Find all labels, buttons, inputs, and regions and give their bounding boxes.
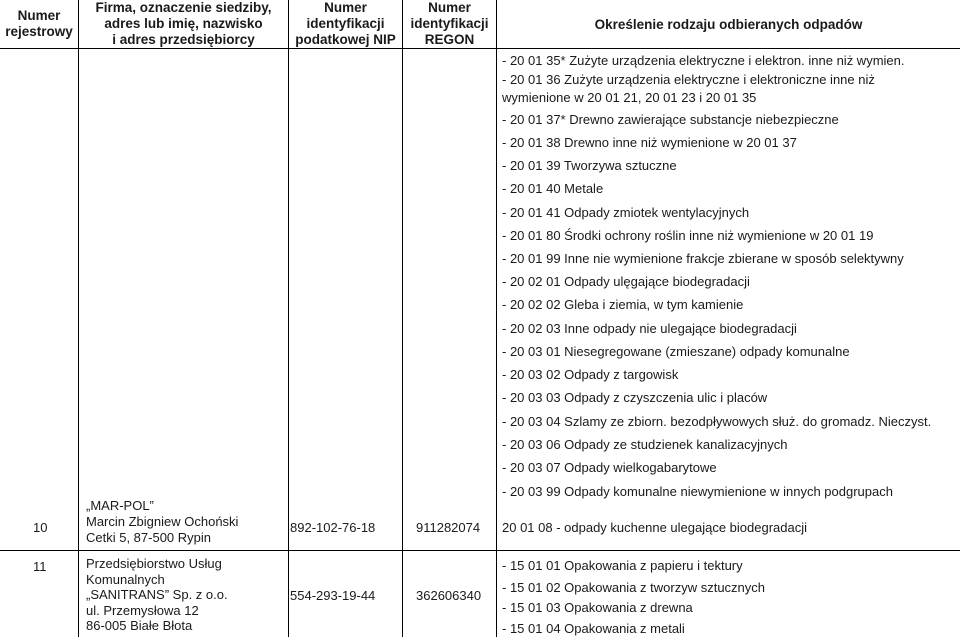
- company-line: ul. Przemysłowa 12: [86, 602, 199, 618]
- waste-item: - 20 03 07 Odpady wielkogabarytowe: [502, 460, 717, 475]
- header-line: Firma, oznaczenie siedziby,: [95, 0, 272, 15]
- header-line: rejestrowy: [5, 24, 73, 39]
- column-divider: [496, 0, 497, 637]
- waste-item: - 20 01 99 Inne nie wymienione frakcje zbierane w sposób selektywny: [502, 251, 904, 266]
- waste-item: - 20 01 38 Drewno inne niż wymienione w 20 01 37: [502, 135, 797, 150]
- header-line: Numer: [17, 8, 61, 23]
- header-waste-types: [497, 0, 960, 48]
- header-line: REGON: [424, 32, 475, 47]
- header-regon: [403, 0, 496, 48]
- registry-number: 11: [33, 559, 47, 574]
- company-line: Cetki 5, 87-500 Rypin: [86, 530, 212, 545]
- nip-number: 892-102-76-18: [290, 520, 376, 535]
- waste-item: - 20 03 99 Odpady komunalne niewymienione w innych podgrupach: [502, 484, 893, 499]
- waste-item: - 20 03 03 Odpady z czyszczenia ulic i placów: [502, 390, 768, 405]
- waste-item: - 20 01 40 Metale: [502, 181, 604, 196]
- registry-number: 10: [33, 520, 48, 535]
- waste-item: - 15 01 01 Opakowania z papieru i tektury: [502, 558, 743, 573]
- header-registry-number: [0, 0, 78, 48]
- waste-item: - 20 02 01 Odpady ulęgające biodegradacji: [502, 274, 750, 289]
- company-name-address: [86, 556, 228, 634]
- header-line: i adres przedsiębiorcy: [112, 32, 255, 47]
- waste-item: - 20 03 06 Odpady ze studzienek kanalizacyjnych: [502, 437, 788, 452]
- header-company: [79, 0, 288, 48]
- regon-number: 911282074: [416, 520, 481, 535]
- company-line: Marcin Zbigniew Ochoński: [86, 514, 239, 529]
- company-line: „SANITRANS” Sp. z o.o.: [86, 587, 228, 602]
- waste-item: - 15 01 02 Opakowania z tworzyw sztucznych: [502, 580, 766, 595]
- company-name-address: [86, 498, 238, 546]
- header-line: adres lub imię, nazwisko: [104, 16, 263, 31]
- nip-number: 554-293-19-44: [290, 588, 376, 603]
- header-line: identyfikacji: [410, 16, 489, 31]
- company-line: Komunalnych: [86, 571, 165, 587]
- header-line: podatkowej NIP: [295, 32, 396, 47]
- company-line: „MAR-POL”: [86, 498, 154, 513]
- header-divider: [0, 48, 960, 49]
- company-line: Przedsiębiorstwo Usług: [86, 556, 222, 571]
- waste-item: - 20 03 02 Odpady z targowisk: [502, 367, 679, 382]
- header-nip: [289, 0, 402, 48]
- waste-item: - 20 03 01 Niesegregowane (zmieszane) odpady komunalne: [502, 344, 850, 359]
- column-divider: [402, 0, 403, 637]
- header-line: Numer: [324, 0, 367, 15]
- waste-item: - 20 03 04 Szlamy ze zbiorn. bezodpływowych służ. do gromadz. Nieczyst.: [502, 414, 932, 429]
- row-divider: [0, 550, 960, 551]
- regon-number: 362606340: [416, 588, 482, 603]
- waste-item: - 20 02 03 Inne odpady nie ulegające biodegradacji: [502, 321, 797, 336]
- waste-item: - 20 01 35* Zużyte urządzenia elektryczne i elektron. inne niż wymien.: [502, 53, 905, 68]
- waste-item: - 20 02 02 Gleba i ziemia, w tym kamienie: [502, 297, 744, 312]
- header-line: identyfikacji: [306, 16, 385, 31]
- company-line: 86-005 Białe Błota: [86, 618, 193, 633]
- header-line: Określenie rodzaju odbieranych odpadów: [594, 17, 863, 32]
- waste-item: - 20 01 41 Odpady zmiotek wentylacyjnych: [502, 205, 750, 220]
- waste-item: - 20 01 80 Środki ochrony roślin inne niż wymienione w 20 01 19: [502, 228, 874, 243]
- column-divider: [78, 0, 79, 637]
- header-line: Numer: [428, 0, 471, 15]
- waste-item: - 20 01 39 Tworzywa sztuczne: [502, 158, 677, 173]
- waste-item: 20 01 08 - odpady kuchenne ulegające biodegradacji: [502, 520, 808, 535]
- column-divider: [288, 0, 289, 637]
- waste-item: - 20 01 37* Drewno zawierające substancje niebezpieczne: [502, 112, 839, 127]
- waste-item: - 15 01 03 Opakowania z drewna: [502, 600, 693, 615]
- waste-item: - 15 01 04 Opakowania z metali: [502, 621, 685, 636]
- waste-item: - 20 01 36 Zużyte urządzenia elektryczne i elektroniczne inne niż: [502, 72, 875, 87]
- waste-item: wymienione w 20 01 21, 20 01 23 i 20 01 35: [502, 90, 757, 105]
